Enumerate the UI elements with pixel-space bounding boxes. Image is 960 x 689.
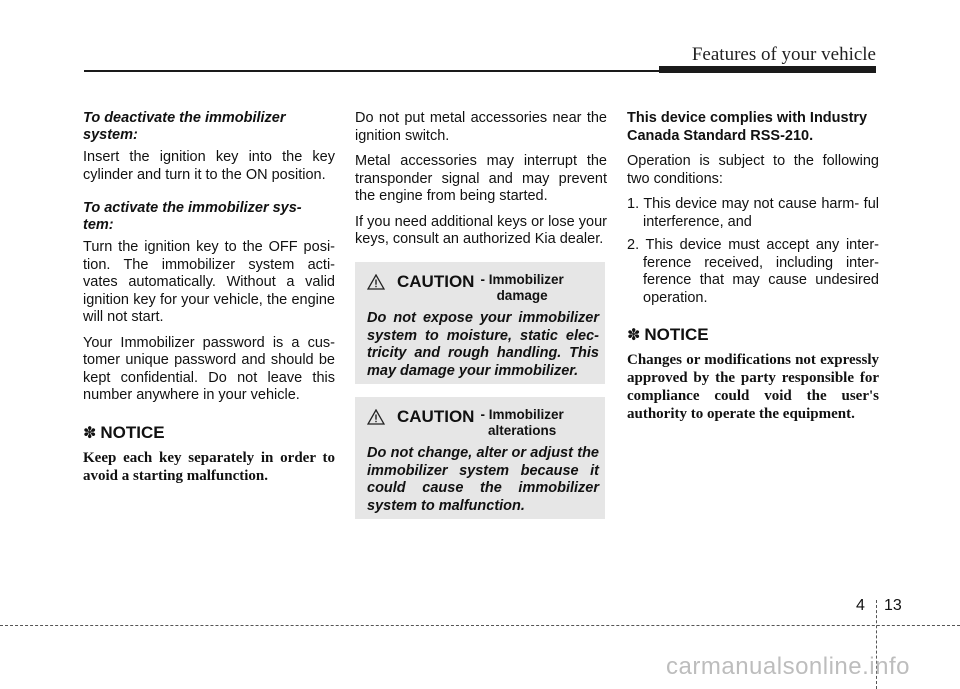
- metal-accessories-text: Do not put metal accessories near the ignition switch.: [355, 110, 607, 144]
- compliance-statement: This device complies with Industry Canada Standard RSS-210.: [627, 110, 868, 144]
- caution-label: CAUTION: [397, 407, 475, 426]
- caution-subtitle-line1: - Immobilizer: [480, 407, 564, 422]
- activate-text: Turn the ignition key to the OFF posi- tion. The immobilizer system acti- vates automatically. Without a valid ignition key for your vehicle, the engine will not start.: [83, 239, 335, 325]
- notice-label: NOTICE: [644, 325, 709, 344]
- caution-subtitle: [480, 407, 563, 439]
- caution-text: Do not change, alter or adjust the immobilizer system because it could cause the immobilizer system to malfunction.: [367, 445, 599, 514]
- column-right: [627, 110, 879, 423]
- notice-text: Keep each key separately in order to avoid a starting malfunction.: [83, 449, 335, 484]
- caution-label: CAUTION: [397, 272, 475, 291]
- notice-text: Changes or modifications not expressly approved by the party responsible for compliance could void the user's authority to operate the equipment.: [627, 352, 879, 422]
- asterisk-icon: ✽: [83, 424, 97, 442]
- caution-text: Do not expose your immobilizer system to moisture, static elec- tricity and rough handling. This may damage your immobilizer.: [367, 310, 599, 379]
- notice-heading: [627, 325, 879, 345]
- conditions-list: [627, 196, 879, 307]
- activate-heading: To activate the immobilizer sys- tem:: [83, 200, 302, 233]
- caution-subtitle-line2: damage: [496, 288, 548, 303]
- caution-subtitle-line1: - Immobilizer: [480, 272, 564, 287]
- caution-box-alterations: [355, 397, 605, 519]
- chapter-number: 4: [856, 597, 865, 614]
- list-item: 2. This device must accept any inter- ference received, including inter- ference that may cause undesired operation.: [627, 237, 879, 306]
- warning-triangle-icon: [367, 409, 385, 425]
- column-left: [83, 110, 335, 485]
- watermark: carmanualsonline.info: [666, 653, 910, 680]
- warning-triangle-icon: [367, 274, 385, 290]
- list-item: 1. This device may not cause harm- ful interference, and: [627, 196, 879, 230]
- column-middle: [355, 110, 607, 257]
- caution-header: [367, 272, 599, 304]
- caution-subtitle-line2: alterations: [487, 423, 557, 438]
- additional-keys-text: If you need additional keys or lose your keys, consult an authorized Kia dealer.: [355, 213, 607, 247]
- deactivate-text: Insert the ignition key into the key cylinder and turn it to the ON position.: [83, 149, 335, 183]
- page-section-title: Features of your vehicle: [691, 44, 876, 65]
- transponder-text: Metal accessories may interrupt the transponder signal and may prevent the engine from being started.: [355, 153, 607, 204]
- header-rule: [84, 70, 876, 72]
- caution-header: [367, 407, 599, 439]
- caution-box-damage: [355, 262, 605, 384]
- asterisk-icon: ✽: [627, 327, 641, 344]
- notice-label: NOTICE: [100, 422, 165, 442]
- notice-heading: [83, 423, 335, 443]
- caution-subtitle: [480, 272, 563, 304]
- page-number: 13: [884, 597, 902, 614]
- footer-rule: [0, 625, 960, 626]
- password-text: Your Immobilizer password is a cus- tomer unique password and should be kept confidential. Do not leave this number anywhere in your vehicle.: [83, 334, 335, 403]
- deactivate-heading: To deactivate the immobilizer system:: [83, 110, 286, 143]
- operation-conditions-intro: Operation is subject to the following two conditions:: [627, 153, 879, 187]
